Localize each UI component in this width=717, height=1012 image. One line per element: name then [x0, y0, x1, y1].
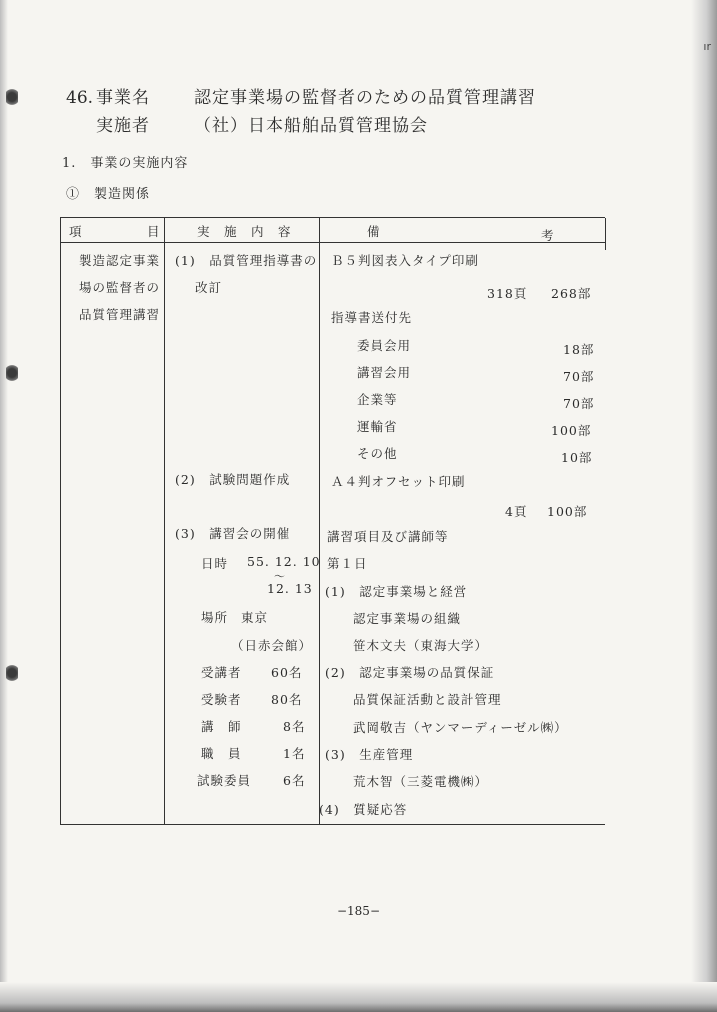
- activity-table: [60, 217, 605, 825]
- distribution-value: 70部: [563, 369, 595, 384]
- date-label: 日時: [201, 556, 229, 571]
- lecture-day: 第１日: [327, 556, 368, 571]
- distribution-label: その他: [357, 446, 398, 461]
- date-tilde: 〜: [274, 570, 286, 583]
- header-remarks-b: 考: [541, 228, 555, 243]
- stat-label: 受験者: [201, 692, 242, 707]
- remark-copies: 268部: [551, 286, 592, 301]
- page-number: −185−: [336, 904, 380, 918]
- distribution-label: 運輸省: [357, 419, 398, 434]
- column-divider: [164, 218, 165, 824]
- stat-label: 職 員: [201, 746, 242, 761]
- lecture-lecturer: 荒木智（三菱電機㈱）: [353, 774, 489, 789]
- lecture-topic: 品質保証活動と設計管理: [353, 692, 502, 707]
- remark-print-spec-2: Ａ４判オフセット印刷: [331, 474, 466, 489]
- header-item-b: 目: [147, 224, 161, 239]
- project-label: 事業名: [96, 88, 150, 108]
- remark-pages: 318頁: [487, 286, 528, 301]
- project-name: 認定事業場の監督者のための品質管理講習: [194, 88, 536, 108]
- stat-value: 8名: [283, 719, 306, 734]
- stat-value: 6名: [283, 773, 306, 788]
- item-line: 品質管理講習: [79, 307, 161, 322]
- header-right-border: [605, 218, 606, 250]
- stat-value: 1名: [283, 746, 306, 761]
- distribution-value: 100部: [551, 423, 592, 438]
- implementer-name: （社）日本船舶品質管理協会: [194, 116, 428, 136]
- column-divider: [319, 218, 320, 824]
- header-content: 実 施 内 容: [197, 224, 292, 239]
- place-value: 東京: [241, 610, 269, 625]
- implementer-label: 実施者: [96, 116, 150, 136]
- header-item-a: 項: [69, 224, 83, 239]
- header-remarks-a: 備: [367, 224, 381, 239]
- distribution-label: 講習会用: [357, 365, 412, 380]
- lecture-lecturer: 笹木文夫（東海大学）: [353, 638, 489, 653]
- date-start: 55. 12. 10: [247, 554, 321, 569]
- lecture-item: (3) 生産管理: [325, 747, 414, 762]
- distribution-label: 委員会用: [357, 338, 412, 353]
- scan-right-shadow: [691, 0, 717, 1012]
- stat-label: 講 師: [201, 719, 242, 734]
- lecture-title: 講習項目及び講師等: [327, 529, 449, 544]
- lecture-item: (1) 認定事業場と経営: [325, 584, 468, 599]
- remark-print-spec: Ｂ５判図表入タイプ印刷: [331, 253, 479, 268]
- date-end: 12. 13: [267, 581, 313, 596]
- project-number: 46.: [66, 88, 94, 108]
- stat-label: 試験委員: [197, 773, 252, 788]
- binder-hole: [6, 664, 18, 682]
- scan-left-edge: [0, 0, 8, 1012]
- stat-value: 60名: [271, 665, 303, 680]
- project-heading: [66, 84, 536, 140]
- content-item-1: (1) 品質管理指導書の: [175, 253, 318, 268]
- lecture-item: (4) 質疑応答: [319, 802, 408, 817]
- distribution-value: 10部: [561, 450, 593, 465]
- stat-label: 受講者: [201, 665, 242, 680]
- lecture-topic: 認定事業場の組織: [353, 611, 462, 626]
- corner-mark: ır: [703, 40, 711, 53]
- remark-copies-2: 100部: [547, 504, 588, 519]
- binder-hole: [6, 88, 18, 106]
- distribution-title: 指導書送付先: [331, 310, 413, 325]
- section-title: 1. 事業の実施内容: [62, 156, 189, 171]
- distribution-value: 18部: [563, 342, 595, 357]
- distribution-label: 企業等: [357, 392, 398, 407]
- lecture-lecturer: 武岡敬吉（ヤンマーディーゼル㈱）: [353, 720, 568, 735]
- stat-value: 80名: [271, 692, 303, 707]
- binder-hole: [6, 364, 18, 382]
- distribution-value: 70部: [563, 396, 595, 411]
- place-label: 場所: [201, 610, 229, 625]
- item-line: 場の監督者の: [79, 280, 161, 295]
- content-item-3: (3) 講習会の開催: [175, 526, 291, 541]
- content-item-2: (2) 試験問題作成: [175, 472, 291, 487]
- remark-pages-2: 4頁: [505, 504, 528, 519]
- scan-bottom-shadow: [0, 982, 717, 1012]
- venue: （日赤会館）: [231, 638, 313, 653]
- item-line: 製造認定事業: [79, 253, 161, 268]
- content-item-1b: 改訂: [195, 280, 223, 295]
- lecture-item: (2) 認定事業場の品質保証: [325, 665, 495, 680]
- section-subtitle: ① 製造関係: [66, 187, 151, 202]
- table-header-divider: [61, 242, 605, 243]
